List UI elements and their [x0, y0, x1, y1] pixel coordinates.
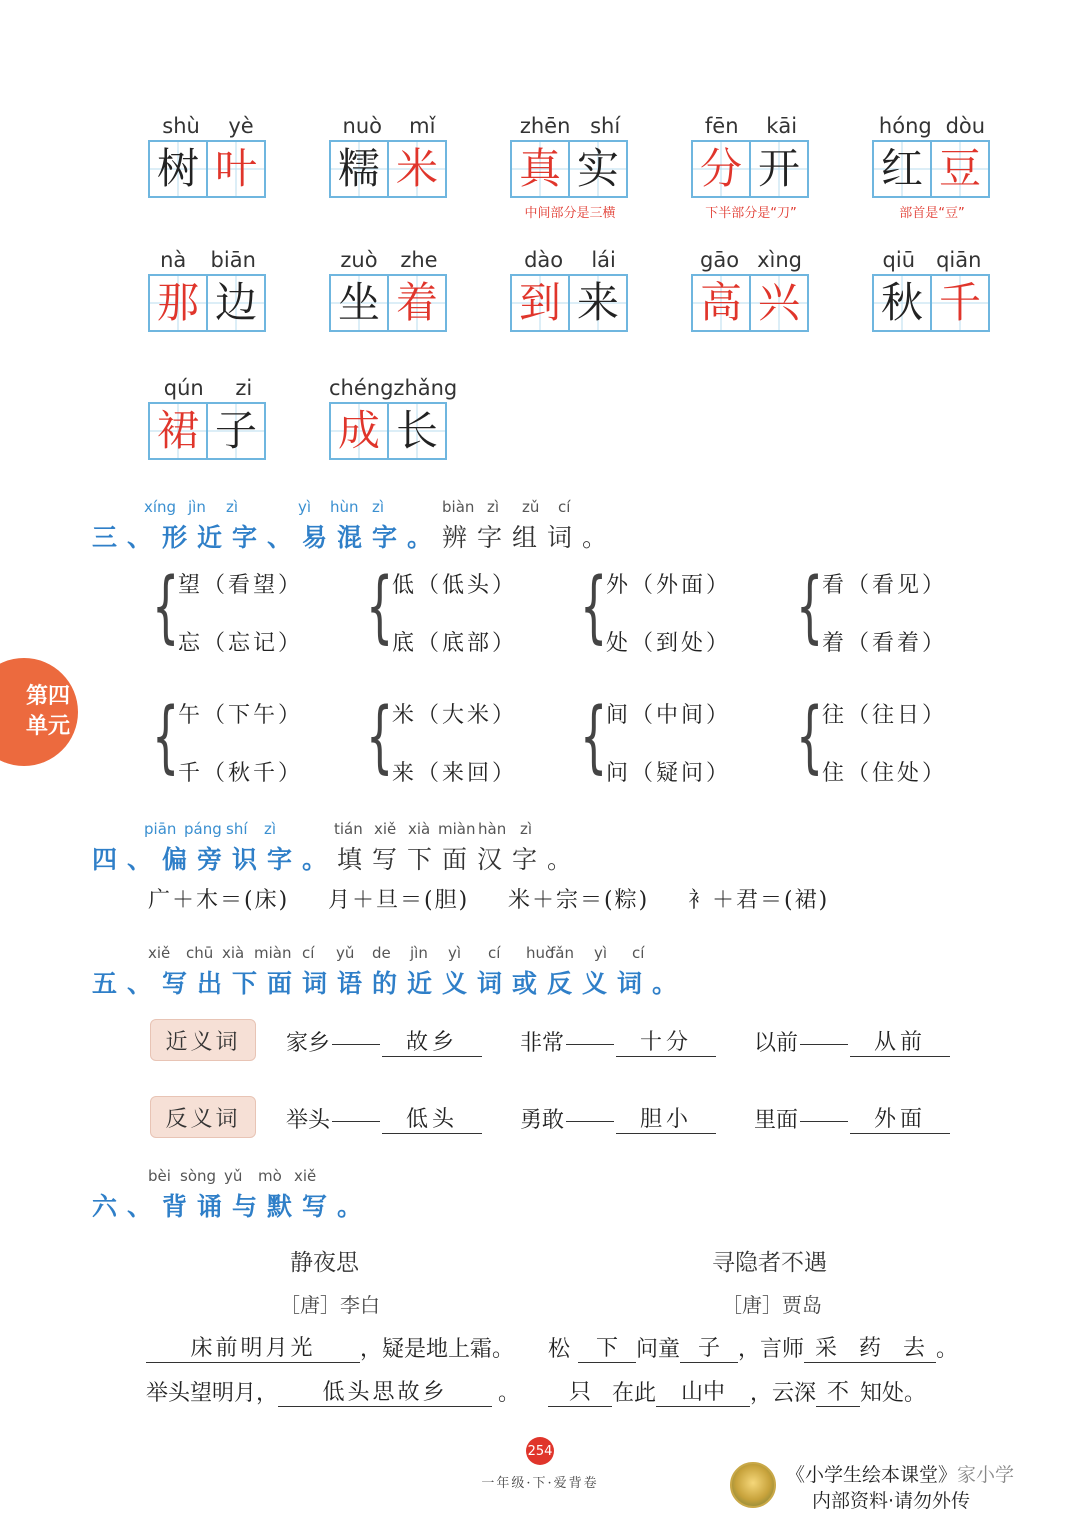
heading-pinyin: miàn [254, 944, 292, 962]
section-6-title: 六、背诵与默写。 [92, 1192, 373, 1221]
heading-pinyin: chū [186, 944, 214, 962]
word-card [329, 246, 449, 332]
poem-1-line-2: 举头望明月， 低头思故乡 。 [146, 1375, 520, 1407]
pinyin-syllable: qún [163, 376, 204, 400]
hanzi-cell: 叶 [206, 142, 264, 196]
pinyin-syllable: qiū [882, 248, 916, 272]
heading-pinyin: zì [520, 820, 533, 838]
pinyin-syllable: fēn [704, 114, 739, 138]
heading-pinyin: zì [372, 498, 385, 516]
word-pinyin [329, 112, 449, 140]
pair-bottom: 着（看着） [822, 631, 948, 656]
heading-pinyin: hàn [478, 820, 507, 838]
hanzi-cell: 米 [387, 142, 445, 196]
heading-pinyin: piān [144, 820, 177, 838]
poem-2-line-1: 松 下 问童 子 ，言师 采 药 去 。 [548, 1331, 958, 1363]
radical-equation: 广＋木＝(床) [148, 888, 290, 913]
word-pinyin [872, 246, 992, 274]
heading-pinyin: sòng [180, 1167, 217, 1185]
brace-icon: { [796, 562, 824, 652]
poem-2-author: ［唐］贾岛 [722, 1293, 822, 1317]
pair-bottom: 底（底部） [392, 631, 518, 656]
word-card [872, 246, 992, 332]
footer-note: 内部资料·请勿外传 [812, 1490, 971, 1512]
antonym-item: 里面 外面 [754, 1102, 950, 1134]
hanzi-cell: 实 [568, 142, 626, 196]
radical-equations [148, 883, 868, 914]
heading-pinyin: hùn [330, 498, 359, 516]
pinyin-syllable: zhǎng [393, 376, 458, 400]
hanzi-cell: 开 [749, 142, 807, 196]
heading-pinyin: fǎn [550, 944, 574, 962]
pair-bottom: 问（疑问） [606, 761, 732, 786]
word-card [329, 374, 458, 460]
heading-pinyin: huò [526, 944, 555, 962]
poem-1-title: 静夜思 [290, 1250, 359, 1276]
unit-tab-line1: 第四 [25, 684, 70, 709]
pinyin-syllable: biān [210, 248, 256, 272]
heading-pinyin: xíng [144, 498, 177, 516]
pinyin-syllable: zuò [340, 248, 378, 272]
hanzi-cell: 分 [693, 142, 749, 196]
brace-icon: { [796, 692, 824, 782]
pinyin-syllable: shí [590, 114, 621, 138]
word-pinyin [510, 246, 630, 274]
tianzige-box [691, 274, 809, 332]
char-pair [364, 690, 554, 800]
pinyin-syllable: chéng [329, 376, 394, 400]
heading-pinyin: zì [226, 498, 239, 516]
char-pair [578, 560, 768, 670]
heading-pinyin: yì [594, 944, 608, 962]
poem-blank: 低头思故乡 [278, 1375, 492, 1407]
pair-bottom: 忘（忘记） [178, 631, 304, 656]
word-card [510, 112, 630, 221]
footer-brand: 《小学生绘本课堂》家小学 [786, 1464, 1015, 1486]
pair-bottom: 千（秋千） [178, 761, 304, 786]
poem-2-line-2: 只 在此 山中 ，云深 不 知处。 [548, 1375, 926, 1407]
pair-top: 往（往日） [822, 703, 948, 728]
similar-chars-row-2 [150, 690, 950, 800]
section-5-heading [92, 944, 687, 1000]
page-subtitle: 一年级·下·爱背卷 [481, 1476, 599, 1491]
poem-blank: 只 [548, 1375, 612, 1407]
poem-blank: 山中 [656, 1375, 750, 1407]
heading-pinyin: bèi [148, 1167, 171, 1185]
heading-pinyin: yǔ [336, 944, 355, 962]
char-pair [578, 690, 768, 800]
brace-icon: { [152, 692, 180, 782]
hanzi-cell: 到 [512, 276, 568, 330]
word-pinyin [329, 246, 449, 274]
hanzi-cell: 高 [693, 276, 749, 330]
pair-top: 外（外面） [606, 573, 732, 598]
answer-blank: 低头 [382, 1102, 482, 1134]
word-pinyin [872, 112, 992, 140]
heading-pinyin: páng [184, 820, 222, 838]
tianzige-box [691, 140, 809, 198]
hanzi-cell: 边 [206, 276, 264, 330]
word-pinyin [148, 374, 268, 402]
pinyin-syllable: lái [591, 248, 616, 272]
heading-pinyin: cí [558, 498, 571, 516]
pinyin-syllable: kāi [766, 114, 798, 138]
pinyin-syllable: zi [235, 376, 253, 400]
pair-bottom: 住（住处） [822, 761, 948, 786]
heading-pinyin: xià [408, 820, 431, 838]
tianzige-box [148, 274, 266, 332]
word-pinyin [691, 246, 811, 274]
pair-top: 间（中间） [606, 703, 732, 728]
pinyin-syllable: shù [162, 114, 200, 138]
pair-bottom: 处（到处） [606, 631, 732, 656]
radical-equation: 月＋旦＝(胆) [328, 888, 470, 913]
heading-pinyin: yǔ [224, 1167, 243, 1185]
heading-pinyin: jìn [188, 498, 206, 516]
poem-1-line-1: 床前明月光 ，疑是地上霜。 [146, 1331, 514, 1363]
poem-1-author: ［唐］李白 [280, 1293, 380, 1317]
hanzi-cell: 坐 [331, 276, 387, 330]
pinyin-syllable: mǐ [409, 114, 436, 138]
hanzi-cell: 千 [930, 276, 988, 330]
heading-pinyin: yì [448, 944, 462, 962]
watermark-text: 家小学 [957, 1464, 1015, 1486]
tianzige-box [872, 140, 990, 198]
poem-2-title: 寻隐者不遇 [712, 1250, 827, 1276]
poem-blank: 不 [816, 1375, 860, 1407]
hanzi-cell: 真 [512, 142, 568, 196]
pair-top: 望（看望） [178, 573, 304, 598]
tianzige-box [510, 274, 628, 332]
similar-chars-row-1 [150, 560, 950, 670]
poem-blank: 采 [804, 1331, 848, 1363]
heading-pinyin: zǔ [522, 498, 540, 516]
heading-pinyin: shí [226, 820, 248, 838]
heading-pinyin: cí [488, 944, 501, 962]
pinyin-syllable: dòu [945, 114, 986, 138]
char-pair [794, 690, 984, 800]
answer-blank: 外面 [850, 1102, 950, 1134]
tianzige-box [329, 140, 447, 198]
poem-blank: 药 [848, 1331, 892, 1363]
radical-equation: 衤＋君＝(裙) [688, 888, 830, 913]
hanzi-cell: 糯 [331, 142, 387, 196]
hanzi-cell: 那 [150, 276, 206, 330]
tianzige-box [510, 140, 628, 198]
antonym-item: 举头 低头 [286, 1102, 482, 1134]
section-3-pinyin [92, 498, 617, 518]
pinyin-syllable: qiān [936, 248, 982, 272]
pair-top: 看（看见） [822, 573, 948, 598]
synonym-item: 家乡 故乡 [286, 1025, 482, 1057]
page-number: 254 [526, 1437, 554, 1465]
pinyin-syllable: zhe [400, 248, 438, 272]
word-pinyin [148, 112, 268, 140]
poem-blank: 子 [680, 1331, 738, 1363]
pinyin-syllable: nuò [342, 114, 383, 138]
section-6-heading [92, 1167, 372, 1223]
section-4-pinyin [92, 820, 582, 840]
pinyin-syllable: gāo [700, 248, 740, 272]
heading-pinyin: tián [334, 820, 363, 838]
section-4-instruction: 填写下面汉字。 [337, 845, 583, 874]
word-card [148, 246, 268, 332]
word-note: 部首是“豆” [899, 206, 965, 221]
heading-pinyin: miàn [438, 820, 476, 838]
pinyin-syllable: yè [228, 114, 254, 138]
word-card [148, 374, 268, 460]
section-3-instruction: 辨字组词。 [442, 523, 618, 552]
section-5-title: 五、写出下面词语的近义词或反义词。 [92, 969, 688, 998]
antonym-label: 反义词 [150, 1096, 256, 1138]
antonym-item: 勇敢 胆小 [520, 1102, 716, 1134]
hanzi-cell: 裙 [150, 404, 206, 458]
synonym-item: 以前 从前 [754, 1025, 950, 1057]
char-pair [150, 560, 340, 670]
word-card [329, 112, 449, 198]
heading-pinyin: xiě [294, 1167, 317, 1185]
hanzi-cell: 兴 [749, 276, 807, 330]
unit-tab-line2: 单元 [25, 714, 70, 739]
synonym-label: 近义词 [150, 1019, 256, 1061]
synonym-item: 非常 十分 [520, 1025, 716, 1057]
brace-icon: { [580, 562, 608, 652]
heading-pinyin: cí [302, 944, 315, 962]
hanzi-cell: 成 [331, 404, 387, 458]
section-4-heading [92, 820, 582, 876]
hanzi-cell: 子 [206, 404, 264, 458]
pinyin-syllable: zhēn [519, 114, 571, 138]
word-grid [148, 112, 1008, 482]
hanzi-cell: 红 [874, 142, 930, 196]
answer-blank: 十分 [616, 1025, 716, 1057]
section-3-heading [92, 498, 617, 554]
pinyin-syllable: hóng [878, 114, 932, 138]
char-pair [150, 690, 340, 800]
brace-icon: { [366, 562, 394, 652]
tianzige-box [872, 274, 990, 332]
brace-icon: { [366, 692, 394, 782]
heading-pinyin: yì [298, 498, 312, 516]
word-pinyin [329, 374, 458, 402]
word-card [148, 112, 268, 198]
pair-top: 米（大米） [392, 703, 518, 728]
tianzige-box [329, 402, 447, 460]
tianzige-box [329, 274, 447, 332]
word-note: 中间部分是三横 [524, 206, 616, 221]
pinyin-syllable: dào [524, 248, 564, 272]
word-card [691, 246, 811, 332]
word-pinyin [510, 112, 630, 140]
section-6-pinyin [92, 1167, 372, 1187]
heading-pinyin: xiě [374, 820, 397, 838]
radical-equation: 米＋宗＝(粽) [508, 888, 650, 913]
answer-blank: 胆小 [616, 1102, 716, 1134]
char-pair [794, 560, 984, 670]
antonym-row [150, 1096, 970, 1140]
unit-tab [0, 658, 78, 766]
heading-pinyin: jìn [410, 944, 428, 962]
hanzi-cell: 树 [150, 142, 206, 196]
word-card [872, 112, 992, 221]
pair-top: 低（低头） [392, 573, 518, 598]
pair-bottom: 来（来回） [392, 761, 518, 786]
word-pinyin [148, 246, 268, 274]
char-pair [364, 560, 554, 670]
word-pinyin [691, 112, 811, 140]
word-card [691, 112, 811, 221]
heading-pinyin: mò [258, 1167, 282, 1185]
hanzi-cell: 着 [387, 276, 445, 330]
poem-blank: 床前明月光 [146, 1331, 360, 1363]
answer-blank: 从前 [850, 1025, 950, 1057]
heading-pinyin: zì [487, 498, 500, 516]
section-4-title: 四、偏旁识字。填写下面汉字。 [92, 845, 583, 874]
poem-blank: 去 [892, 1331, 936, 1363]
heading-pinyin: de [372, 944, 391, 962]
hanzi-cell: 来 [568, 276, 626, 330]
section-3-title: 三、形近字、易混字。辨字组词。 [92, 523, 618, 552]
heading-pinyin: cí [632, 944, 645, 962]
tianzige-box [148, 402, 266, 460]
synonym-row [150, 1019, 970, 1063]
pair-top: 午（下午） [178, 703, 304, 728]
hanzi-cell: 长 [387, 404, 445, 458]
word-card [510, 246, 630, 332]
publisher-logo-icon [730, 1462, 776, 1508]
tianzige-box [148, 140, 266, 198]
section-5-pinyin [92, 944, 687, 964]
heading-pinyin: biàn [442, 498, 475, 516]
heading-pinyin: zì [264, 820, 277, 838]
hanzi-cell: 秋 [874, 276, 930, 330]
brace-icon: { [152, 562, 180, 652]
word-note: 下半部分是“刀” [705, 206, 797, 221]
pinyin-syllable: nà [160, 248, 187, 272]
brace-icon: { [580, 692, 608, 782]
pinyin-syllable: xìng [757, 248, 802, 272]
heading-pinyin: xià [222, 944, 245, 962]
heading-pinyin: xiě [148, 944, 171, 962]
poem-blank: 下 [578, 1331, 636, 1363]
hanzi-cell: 豆 [930, 142, 988, 196]
answer-blank: 故乡 [382, 1025, 482, 1057]
